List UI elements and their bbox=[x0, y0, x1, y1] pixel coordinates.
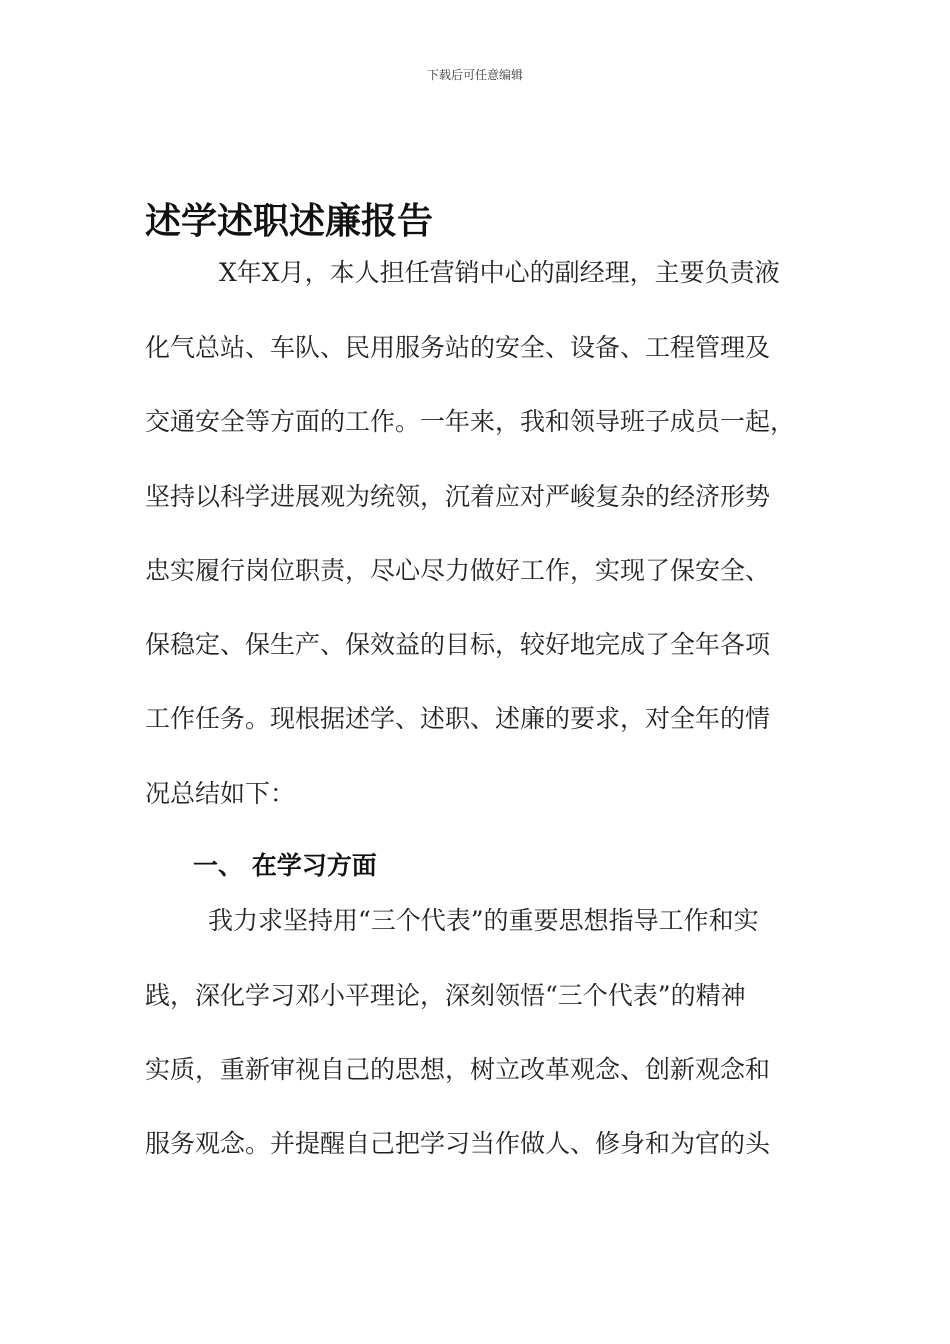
document-title: 述学述职述廉报告 bbox=[145, 201, 434, 242]
paragraph-line: 坚持以科学进展观为统领，沉着应对严峻复杂的经济形势 bbox=[145, 482, 771, 511]
paragraph-line: 践，深化学习邓小平理论，深刻领悟“三个代表”的精神 bbox=[145, 981, 746, 1010]
paragraph-line: 实质，重新审视自己的思想，树立改革观念、创新观念和 bbox=[145, 1055, 771, 1084]
paragraph-line: 交通安全等方面的工作。一年来，我和领导班子成员一起， bbox=[145, 407, 796, 436]
header-note: 下载后可任意编辑 bbox=[426, 68, 523, 82]
paragraph-line: 服务观念。并提醒自己把学习当作做人、修身和为官的头 bbox=[145, 1129, 771, 1158]
paragraph-line: X年X月，本人担任营销中心的副经理，主要负责液 bbox=[219, 258, 780, 287]
paragraph-line: 化气总站、车队、民用服务站的安全、设备、工程管理及 bbox=[145, 333, 771, 362]
paragraph-line: 况总结如下： bbox=[145, 779, 296, 808]
paragraph-line: 我力求坚持用“三个代表”的重要思想指导工作和实 bbox=[208, 906, 759, 935]
paragraph-line: 工作任务。现根据述学、述职、述廉的要求，对全年的情 bbox=[145, 704, 771, 733]
paragraph-line: 忠实履行岗位职责，尽心尽力做好工作，实现了保安全、 bbox=[145, 556, 771, 585]
section-heading: 一、 在学习方面 bbox=[193, 851, 377, 880]
paragraph-line: 保稳定、保生产、保效益的目标，较好地完成了全年各项 bbox=[145, 630, 771, 659]
